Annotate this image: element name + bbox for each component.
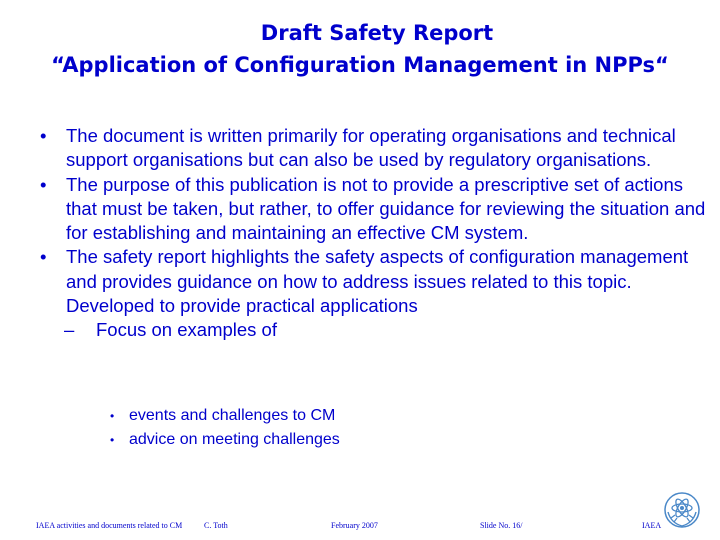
sub-sub-bullet-mark: •	[110, 433, 115, 447]
sub-bullet-mark: –	[64, 319, 75, 341]
bullet-item	[36, 124, 706, 173]
sub-bullet-text: Focus on examples of	[96, 319, 277, 341]
footer-organization: IAEA	[642, 521, 662, 530]
footer-slide-number: Slide No. 16/	[480, 521, 523, 530]
sub-sub-bullet-list	[108, 404, 340, 452]
sub-sub-bullet-item	[108, 428, 340, 452]
footer-document-title: IAEA activities and documents related to CM	[36, 521, 183, 530]
bullet-item	[36, 245, 706, 318]
bullet-mark: •	[40, 173, 47, 195]
bullet-mark: •	[40, 125, 47, 146]
title-line-2: “Application of Configuration Management in NPPs“	[51, 53, 669, 77]
sub-sub-bullet-mark: •	[110, 409, 115, 423]
bullet-item	[36, 173, 706, 246]
sub-bullet-item	[36, 318, 706, 342]
slide-body	[36, 124, 706, 343]
footer-author: C. Toth	[204, 521, 228, 530]
bullet-text: The purpose of this publication is not to provide a prescriptive set of actions that must be taken, but rather, to offer guidance for reviewing the situation and for establishing and maintaining an effective CM system.	[66, 173, 706, 244]
sub-sub-bullet-text: events and challenges to CM	[129, 407, 336, 424]
sub-sub-bullet-item	[108, 404, 340, 428]
bullet-text: The document is written primarily for operating organisations and technical support organisations but can also be used by regulatory organisations.	[66, 125, 676, 171]
bullet-mark: •	[40, 246, 47, 268]
footer-date: February 2007	[331, 521, 378, 530]
bullet-text: The safety report highlights the safety aspects of configuration management and provides guidance on how to address issues related to this topic. Developed to provide practical applications	[66, 246, 689, 317]
iaea-logo-icon	[663, 491, 701, 529]
slide-title	[0, 18, 720, 80]
title-line-1: Draft Safety Report	[260, 21, 494, 45]
sub-sub-bullet-text: advice on meeting challenges	[129, 431, 340, 448]
